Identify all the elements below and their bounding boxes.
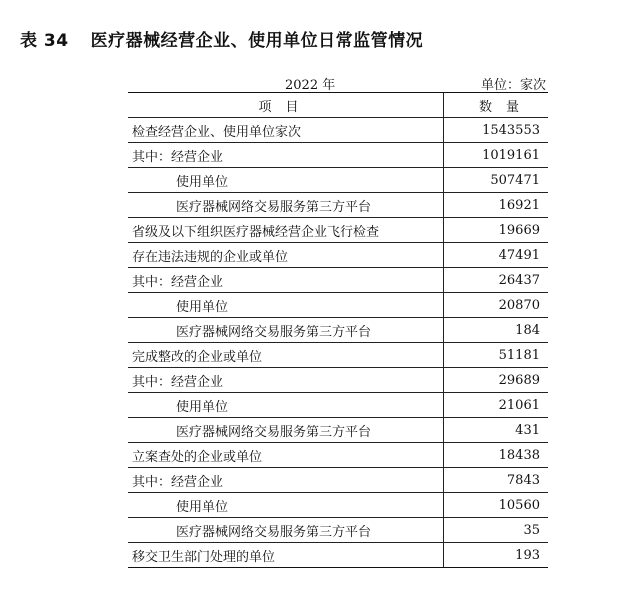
year-label: 2022 年	[285, 78, 336, 93]
table-number: 表 34	[20, 31, 69, 51]
row-value: 16921	[444, 193, 549, 218]
row-value: 184	[444, 318, 549, 343]
table-row	[128, 268, 548, 293]
row-label: 使用单位	[128, 393, 444, 418]
row-value: 21061	[444, 393, 549, 418]
row-value: 1019161	[444, 143, 549, 168]
row-label: 其中：经营企业	[128, 368, 444, 393]
table-row	[128, 418, 548, 443]
table-row	[128, 518, 548, 543]
row-label: 存在违法违规的企业或单位	[128, 243, 444, 268]
row-label: 完成整改的企业或单位	[128, 343, 444, 368]
table-row	[128, 393, 548, 418]
table-row	[128, 218, 548, 243]
row-value: 26437	[444, 268, 549, 293]
table-row	[128, 468, 548, 493]
table-row	[128, 243, 548, 268]
table-row	[128, 543, 548, 568]
row-label: 移交卫生部门处理的单位	[128, 543, 444, 568]
row-label: 其中：经营企业	[128, 268, 444, 293]
table-row	[128, 493, 548, 518]
row-value: 507471	[444, 168, 549, 193]
row-label: 使用单位	[128, 493, 444, 518]
row-value: 51181	[444, 343, 549, 368]
table-row	[128, 368, 548, 393]
row-label: 使用单位	[128, 293, 444, 318]
row-value: 1543553	[444, 118, 549, 143]
row-label: 检查经营企业、使用单位家次	[128, 118, 444, 143]
table-body	[128, 118, 548, 568]
table-row	[128, 318, 548, 343]
row-label: 其中：经营企业	[128, 143, 444, 168]
header-item: 项目	[128, 93, 444, 118]
table-header-row	[128, 93, 548, 118]
row-value: 18438	[444, 443, 549, 468]
row-label: 医疗器械网络交易服务第三方平台	[128, 518, 444, 543]
row-value: 7843	[444, 468, 549, 493]
table-row	[128, 143, 548, 168]
statistics-table	[128, 92, 548, 568]
header-value: 数量	[444, 93, 549, 118]
row-label: 医疗器械网络交易服务第三方平台	[128, 318, 444, 343]
row-label: 其中：经营企业	[128, 468, 444, 493]
row-value: 20870	[444, 293, 549, 318]
table-row	[128, 343, 548, 368]
table-row	[128, 193, 548, 218]
table-title-text: 医疗器械经营企业、使用单位日常监管情况	[90, 31, 424, 51]
row-label: 使用单位	[128, 168, 444, 193]
row-label: 医疗器械网络交易服务第三方平台	[128, 193, 444, 218]
row-label: 省级及以下组织医疗器械经营企业飞行检查	[128, 218, 444, 243]
table-row	[128, 293, 548, 318]
row-value: 47491	[444, 243, 549, 268]
row-label: 医疗器械网络交易服务第三方平台	[128, 418, 444, 443]
table-row	[128, 118, 548, 143]
row-value: 35	[444, 518, 549, 543]
unit-label: 单位：家次	[480, 78, 546, 93]
table-row	[128, 168, 548, 193]
row-value: 193	[444, 543, 549, 568]
row-value: 29689	[444, 368, 549, 393]
row-label: 立案查处的企业或单位	[128, 443, 444, 468]
row-value: 10560	[444, 493, 549, 518]
page-title	[20, 26, 423, 51]
row-value: 431	[444, 418, 549, 443]
row-value: 19669	[444, 218, 549, 243]
table-row	[128, 443, 548, 468]
